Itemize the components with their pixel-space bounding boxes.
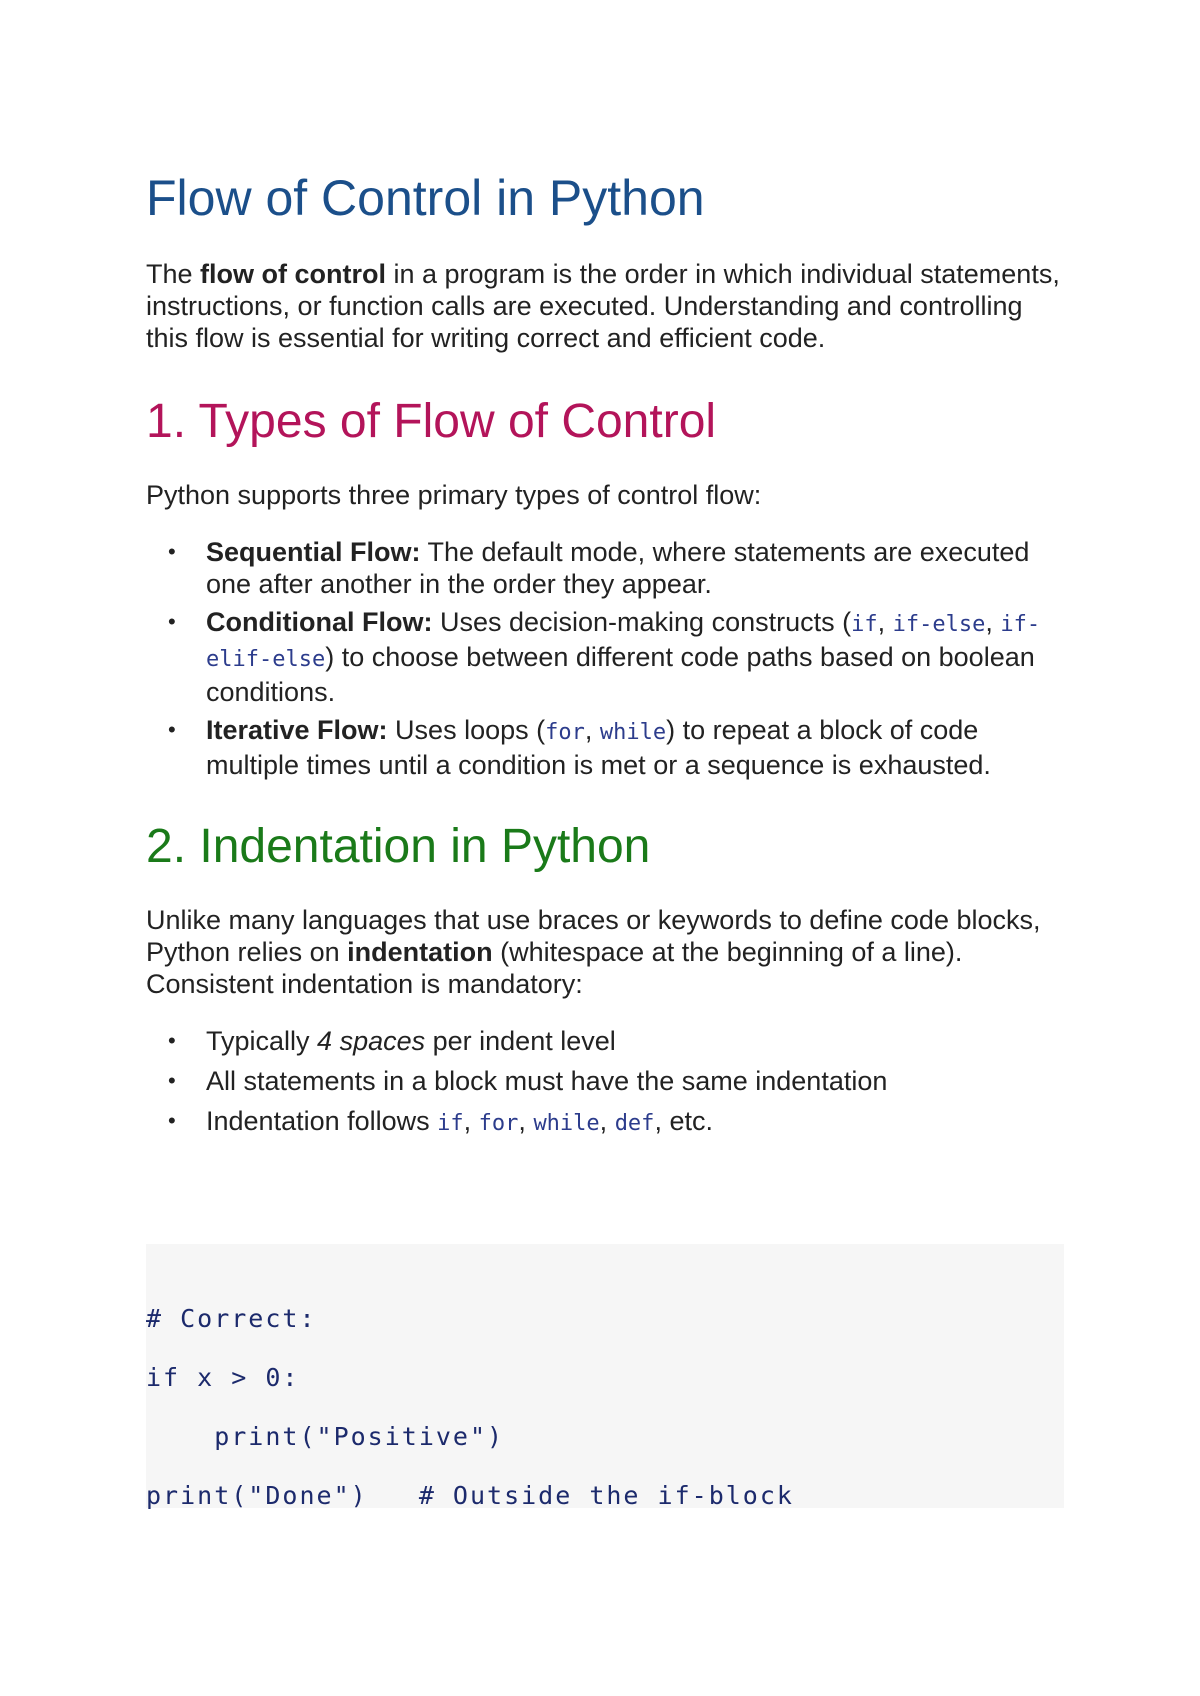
page-title: Flow of Control in Python <box>146 170 705 226</box>
list-item: • Indentation follows if, for, while, def, etc. <box>168 1105 713 1136</box>
inline-code: if <box>437 1110 464 1136</box>
section-heading-types: 1. Types of Flow of Control <box>146 394 717 448</box>
list-item: • Typically 4 spaces per indent level <box>168 1025 616 1056</box>
section2-lead: Unlike many languages that use braces or keywords to define code blocks, Python relies on indentation (whitespace at the beginning of a line). Consistent indentation is mandatory: <box>146 904 1041 999</box>
flow-types-list <box>146 536 1064 781</box>
inline-code: while <box>599 719 667 745</box>
bullet-icon: • <box>168 1067 176 1093</box>
inline-code: if-else <box>892 611 986 637</box>
inline-code: def <box>614 1110 655 1136</box>
section1-lead: Python supports three primary types of control flow: <box>146 479 762 510</box>
list-item: • Sequential Flow: The default mode, where statements are executed one after another in the order they appear. <box>168 536 1030 599</box>
code-line: # Correct: <box>146 1304 317 1333</box>
bullet-icon: • <box>168 538 176 564</box>
section-heading-indentation: 2. Indentation in Python <box>146 819 651 873</box>
intro-paragraph: The flow of control in a program is the order in which individual statements, instructions, or function calls are executed. Understanding and controlling this flow is essential for writing correct and efficient code. <box>146 258 1060 353</box>
code-line: print("Positive") <box>146 1422 505 1451</box>
inline-code: for <box>478 1110 519 1136</box>
intro-bold-term: flow of control <box>200 258 386 289</box>
document-body <box>146 170 1064 1140</box>
indentation-rules-list <box>146 1025 1064 1140</box>
inline-code: if <box>851 611 878 637</box>
code-line: print("Done") # Outside the if-block <box>146 1481 794 1510</box>
bullet-icon: • <box>168 1107 176 1133</box>
inline-code: while <box>533 1110 600 1136</box>
bullet-icon: • <box>168 716 176 742</box>
bullet-icon: • <box>168 1027 176 1053</box>
list-item: • Iterative Flow: Uses loops (for, while) to repeat a block of code multiple times until a condition is met or a sequence is exhausted. <box>168 714 991 780</box>
list-item: • Conditional Flow: Uses decision-making constructs (if, if-else, if-elif-else) to choose between different code paths based on boolean conditions. <box>168 606 1041 707</box>
inline-code: if-elif-else <box>206 611 1041 672</box>
code-line: if x > 0: <box>146 1363 300 1392</box>
inline-code: for <box>545 719 585 745</box>
bullet-icon: • <box>168 608 176 634</box>
code-example-block <box>146 1244 1064 1508</box>
list-item: • All statements in a block must have the same indentation <box>168 1065 888 1096</box>
